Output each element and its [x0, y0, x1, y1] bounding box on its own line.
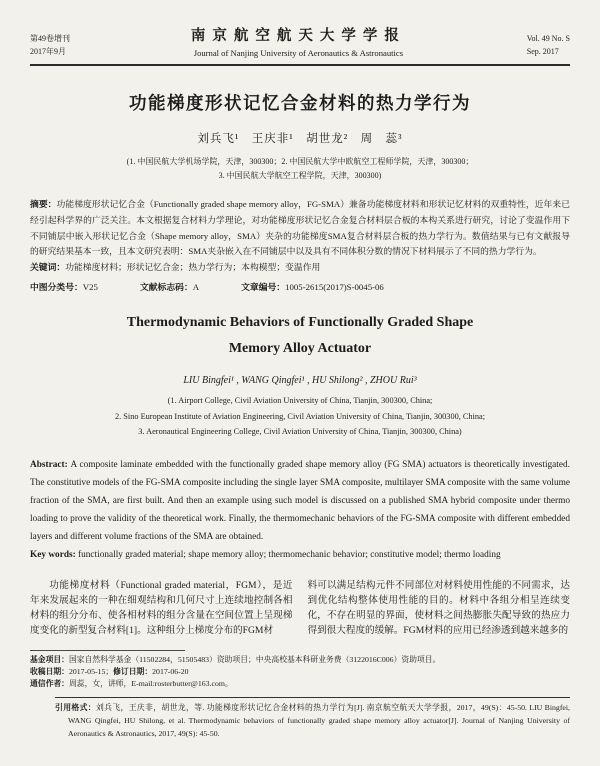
article-id [241, 280, 384, 293]
article-title-en-line1: Thermodynamic Behaviors of Functionally Graded Shape [126, 315, 474, 331]
issue-date-en: Sep. 2017 [526, 46, 559, 56]
article-id-label: 文章编号： [241, 282, 286, 293]
journal-title-block [70, 24, 527, 58]
clc-value: V25 [82, 282, 98, 293]
clc-number [30, 280, 98, 293]
affiliations-en [30, 393, 570, 439]
revised-value: 2017-06-20 [152, 667, 189, 676]
received-value: 2017-05-15； [68, 667, 114, 676]
classification-row [30, 280, 570, 293]
revised-label: 修订日期： [113, 667, 153, 676]
affiliation-en-line2: 2. Sino European Institute of Aviation Engineering, Civil Aviation University of China, Tianjin, 300300, China; [114, 411, 486, 421]
author-list-zh: 刘兵飞¹ 王庆非¹ 胡世龙² 周 蕊³ [197, 133, 403, 145]
fund-text: 国家自然科学基金（11502284，51505483）资助项目；中央高校基本科研业务费（3122016C006）资助项目。 [68, 654, 441, 664]
affiliation-en-line1: (1. Airport College, Civil Aviation University of China, Tianjin, 300300, China; [167, 396, 433, 406]
article-id-value: 1005-2615(2017)S-0045-06 [285, 282, 384, 293]
footnote-block [30, 654, 570, 691]
citation-label: 引用格式： [55, 702, 96, 712]
affiliation-zh-line2: 3. 中国民航大学航空工程学院，天津，300300) [218, 170, 382, 180]
journal-title-en: Journal of Nanjing University of Aeronautics & Astronautics [193, 48, 404, 58]
abstract-zh-label: 摘要： [30, 199, 57, 210]
article-title-en [30, 310, 570, 362]
journal-title-zh: 南京航空航天大学学报 [190, 28, 406, 44]
clc-label: 中图分类号： [30, 282, 83, 293]
abstract-en [30, 457, 570, 546]
fund-label: 基金项目： [30, 654, 69, 664]
abstract-en-text: A composite laminate embedded with the functionally graded shape memory alloy (FG SMA) actuators is theoretically investigated. The constitutive models of the FG-SMA composite including the single layer SMA composite, multilayer SMA composite with the same volume fraction of the SMA, are first built. And then an example using such model is discussed on a published SMA hybrid composite under thermo loading to prove the validity of the theoretical work. Finally, the thermomechanic behaviors of the FG-SMA composite with different embedded layers and different volume fractions of the SMA are obtained. [30, 460, 570, 542]
header-volume-en [527, 33, 570, 58]
citation-block [55, 702, 570, 741]
corresponding-text: 周蕊，女，讲师，E-mail:rosterbutter@163.com。 [68, 679, 233, 689]
keywords-en-text: functionally graded material; shape memory alloy; thermomechanic behavior; constitutive model; thermo loading [78, 549, 501, 560]
document-code [140, 280, 199, 293]
keywords-zh-label: 关键词： [30, 261, 66, 272]
footnote-divider [30, 650, 185, 651]
received-label: 收稿日期： [30, 667, 69, 676]
keywords-en-label: Key words: [30, 549, 79, 560]
author-list-en: LIU Bingfei¹ , WANG Qingfei¹ , HU Shilong² , ZHOU Rui³ [183, 375, 417, 387]
abstract-zh-text: 功能梯度形状记忆合金（Functionally graded shape memory alloy，FG-SMA）兼备功能梯度材料和形状记忆材料的双重特性，近年来已经引起科学界的广泛关注。本文根据复合材料力学理论，对功能梯度形状记忆合金复合材料层合板的本构关系进行研究，讨论了变温作用下不同铺层中嵌入形状记忆合金（Shape memory alloy，SMA）夹杂的功能梯度SMA复合材料层合板的热力学行为。数值结果与已有文献报导的研究结果基本一致，且本文研究表明：SMA夹杂嵌入在不同铺层中以及具有不同体积分数的情况下材料展示了不同的热力学行为。 [30, 199, 570, 257]
article-title-en-line2: Memory Alloy Actuator [228, 341, 372, 357]
keywords-en [30, 547, 570, 565]
body-column-left [30, 578, 293, 638]
volume-issue-en: Vol. 49 No. S [526, 34, 570, 44]
document-code-value: A [192, 282, 200, 293]
abstract-en-label: Abstract: [30, 460, 71, 471]
body-columns [30, 578, 570, 638]
issue-date-zh: 2017年9月 [30, 46, 66, 56]
abstract-zh [30, 197, 570, 260]
volume-issue-zh: 第49卷增刊 [30, 34, 70, 44]
journal-header [30, 24, 570, 58]
fund-line [30, 654, 570, 666]
keywords-zh [30, 260, 570, 276]
affiliation-en-line3: 3. Aeronautical Engineering College, Civil Aviation University of China, Tianjin, 300300, China) [138, 426, 462, 436]
citation-divider [55, 697, 570, 698]
dates-line [30, 666, 570, 678]
body-paragraph-right: 料可以满足结构元件不同部位对材料使用性能的不同需求，达到优化结构整体使用性能的目的。材料中各组分相呈连续变化，不存在明显的界面，使材料之间热膨胀失配导致的热应力得到很大程度的缓解。FGM材料的应用已经渗透到越来越多的 [307, 580, 570, 637]
document-code-label: 文献标志码： [139, 282, 193, 293]
keywords-zh-text: 功能梯度材料；形状记忆合金；热力学行为；本构模型；变温作用 [65, 261, 321, 272]
body-paragraph-left: 功能梯度材料（Functional graded material，FGM），是近年来发展起来的一种在细观结构和几何尺寸上连续地控制各相材料的组分分布、使各相材料的组分含量在空间位置上呈现梯度变化的新型复合材料[1]。这种组分上梯度分布的FGM材 [30, 580, 293, 637]
corresponding-label: 通信作者： [30, 679, 69, 689]
corresponding-line [30, 678, 570, 690]
article-title-zh: 功能梯度形状记忆合金材料的热力学行为 [129, 93, 471, 113]
header-volume-zh [30, 33, 70, 58]
citation-text: 刘兵飞，王庆非，胡世龙，等. 功能梯度形状记忆合金材料的热力学行为[J]. 南京航空航天大学学报，2017，49(S)：45-50. LIU Bingfei, WANG Qingfei, HU Shilong, et al. Thermodynamic behaviors of functionally graded shape memory alloy actuator[J]. Journal of Nanjing University of Aeronautics & Astronautics, 2017, 49(S): 45-50. [68, 702, 570, 738]
body-column-right [308, 578, 571, 638]
header-divider [30, 64, 570, 66]
affiliation-zh-line1: (1. 中国民航大学机场学院，天津，300300；2. 中国民航大学中欧航空工程师学院，天津，300300； [126, 157, 474, 166]
affiliations-zh [30, 155, 570, 182]
